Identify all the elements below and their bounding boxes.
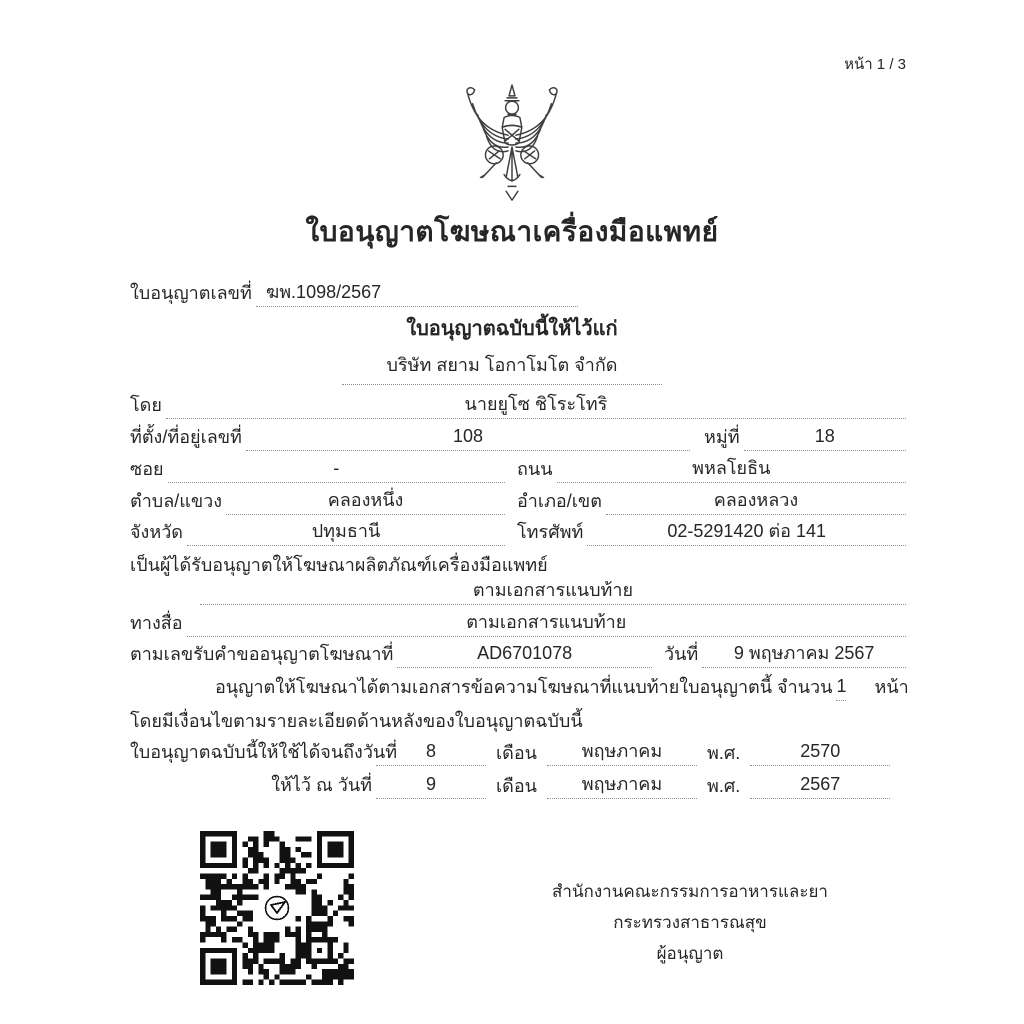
valid-until-month: พฤษภาคม xyxy=(547,739,697,766)
soi-label: ซอย xyxy=(130,459,164,479)
moo-value: 18 xyxy=(744,424,906,451)
road-label: ถนน xyxy=(517,459,553,479)
ministry-name: กระทรวงสาธารณสุข xyxy=(613,913,767,932)
phone-value: 02-5291420 ต่อ 141 xyxy=(587,519,906,546)
address-no-value: 108 xyxy=(246,424,690,451)
by-label: โดย xyxy=(130,395,162,415)
media-value: ตามเอกสารแนบท้าย xyxy=(187,610,906,637)
subdistrict-value: คลองหนึ่ง xyxy=(226,488,505,515)
address-no-label: ที่ตั้ง/ที่อยู่เลขที่ xyxy=(130,427,242,447)
district-value: คลองหลวง xyxy=(606,488,906,515)
month-label: เดือน xyxy=(496,776,537,796)
valid-until-day: 8 xyxy=(376,739,486,766)
document-title: ใบอนุญาตโฆษณาเครื่องมือแพทย์ xyxy=(305,216,719,247)
attachment-row xyxy=(200,578,906,605)
phone-label: โทรศัพท์ xyxy=(517,522,584,542)
subdistrict-label: ตำบล/แขวง xyxy=(130,491,223,511)
page-number: หน้า 1 / 3 xyxy=(844,56,906,73)
signature-block xyxy=(505,876,875,969)
issued-month: พฤษภาคม xyxy=(547,772,697,799)
license-number-label: ใบอนุญาตเลขที่ xyxy=(130,283,252,303)
approval-pages-value: 1 xyxy=(836,674,846,701)
field-row-subdistrict-district xyxy=(130,488,906,515)
province-value: ปทุมธานี xyxy=(187,519,505,546)
approval-text: อนุญาตให้โฆษณาได้ตามเอกสารข้อความโฆษณาที่แนบท้ายใบอนุญาตนี้ จำนวน xyxy=(215,677,833,697)
request-date-label: วันที่ xyxy=(664,644,699,664)
approval-pages-unit: หน้า xyxy=(874,677,909,697)
valid-until-label: ใบอนุญาตฉบับนี้ให้ใช้ได้จนถึงวันที่ xyxy=(130,742,398,762)
grantee-statement: เป็นผู้ได้รับอนุญาตให้โฆษณาผลิตภัณฑ์เครื่องมือแพทย์ xyxy=(130,555,548,575)
company-name: บริษัท สยาม โอกาโมโต จำกัด xyxy=(342,350,662,385)
moo-label: หมู่ที่ xyxy=(704,427,740,447)
field-row-province-phone xyxy=(130,519,906,546)
by-value: นายยูโซ ชิโระโทริ xyxy=(166,392,906,419)
road-value: พหลโยธิน xyxy=(557,456,906,483)
attachment-value: ตามเอกสารแนบท้าย xyxy=(200,578,906,605)
province-label: จังหวัด xyxy=(130,522,183,542)
media-label: ทางสื่อ xyxy=(130,613,183,633)
era-label: พ.ศ. xyxy=(706,776,741,796)
approval-row xyxy=(130,674,909,701)
valid-until-row xyxy=(130,739,906,766)
valid-until-year: 2570 xyxy=(750,739,890,766)
field-row-address xyxy=(130,424,906,451)
issued-to-heading: ใบอนุญาตฉบับนี้ให้ไว้แก่ xyxy=(406,318,618,340)
qr-code xyxy=(200,831,354,990)
issued-day: 9 xyxy=(376,772,486,799)
month-label: เดือน xyxy=(496,743,537,763)
field-row-soi-road xyxy=(130,456,906,483)
issued-on-row xyxy=(130,772,906,799)
garuda-emblem-icon xyxy=(453,84,571,215)
license-number-row xyxy=(130,280,906,307)
license-number-value: ฆพ.1098/2567 xyxy=(256,280,578,307)
request-date-value: 9 พฤษภาคม 2567 xyxy=(702,641,906,668)
field-row-request xyxy=(130,641,906,668)
conditions-statement: โดยมีเงื่อนไขตามรายละเอียดด้านหลังของใบอนุญาตฉบับนี้ xyxy=(130,711,583,731)
issued-year: 2567 xyxy=(750,772,890,799)
request-number-value: AD6701078 xyxy=(397,641,652,668)
signer-title: ผู้อนุญาต xyxy=(656,944,724,963)
agency-name: สำนักงานคณะกรรมการอาหารและยา xyxy=(552,882,828,901)
field-row-by xyxy=(130,392,906,419)
request-number-label: ตามเลขรับคำขออนุญาตโฆษณาที่ xyxy=(130,644,394,664)
soi-value: - xyxy=(168,456,505,483)
field-row-media xyxy=(130,610,906,637)
issued-on-label: ให้ไว้ ณ วันที่ xyxy=(271,775,372,795)
district-label: อำเภอ/เขต xyxy=(517,491,602,511)
era-label: พ.ศ. xyxy=(706,743,741,763)
